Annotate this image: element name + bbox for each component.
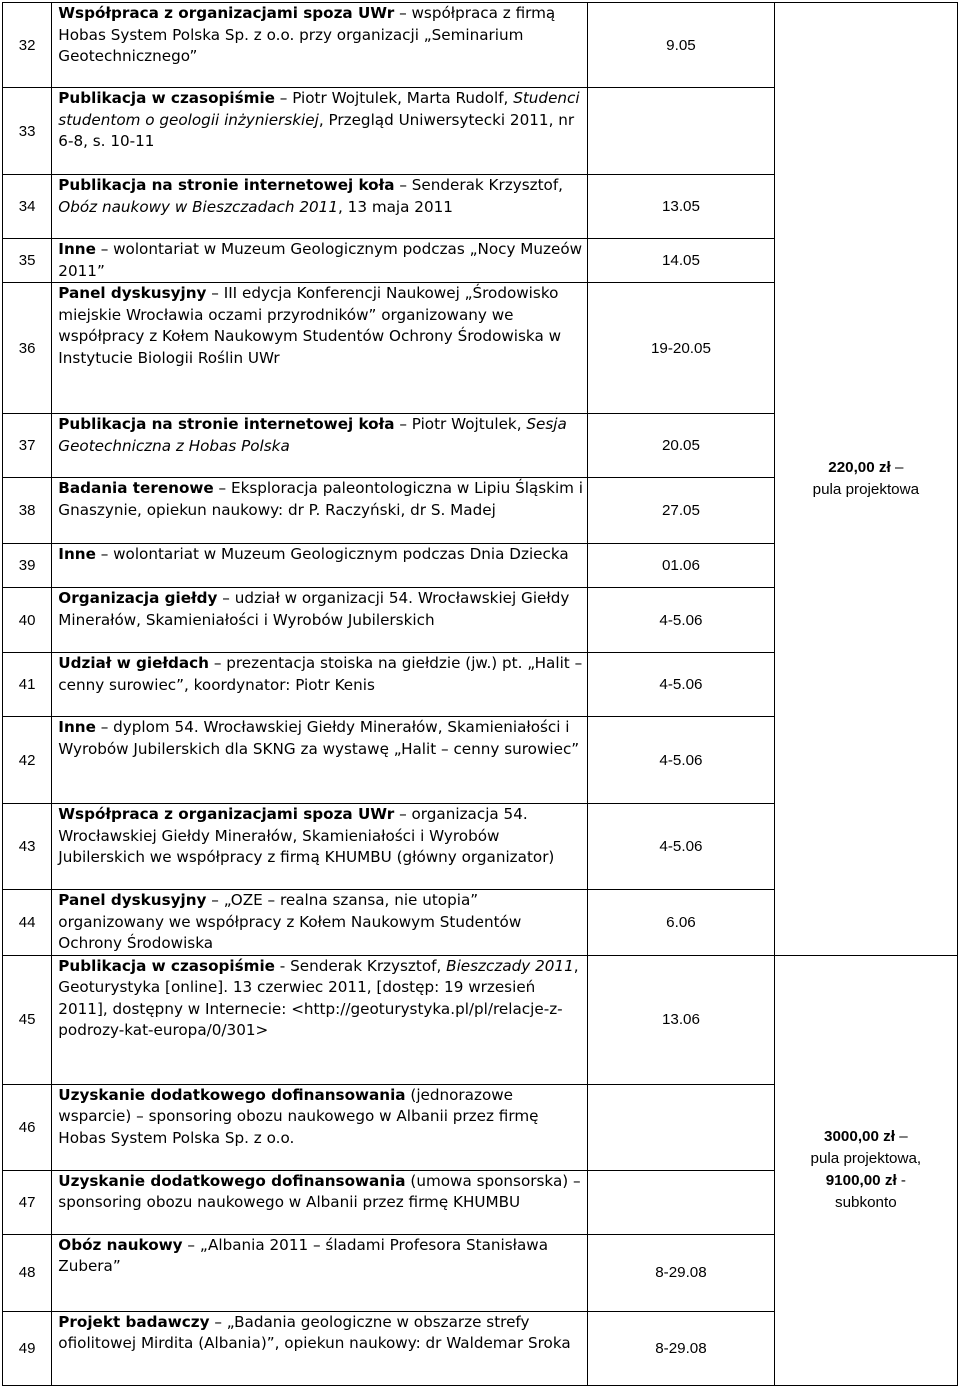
activity-detail: – udział w organizacji 54. Wrocławskiej Giełdy Minerałów, Skamieniałości i Wyrobów Jubilerskich bbox=[58, 589, 570, 629]
activity-description bbox=[52, 3, 588, 88]
activity-date bbox=[588, 1084, 774, 1170]
activity-detail: – „Albania 2011 – śladami Profesora Stanisława Zubera” bbox=[58, 1235, 549, 1275]
row-number: 39 bbox=[3, 544, 52, 588]
activity-description bbox=[52, 175, 588, 239]
funding-amount: 3000,00 zł bbox=[824, 1128, 895, 1145]
row-number: 36 bbox=[3, 283, 52, 414]
activity-type: Obóz naukowy bbox=[58, 1235, 183, 1254]
activity-date: 19-20.05 bbox=[588, 283, 774, 414]
row-number: 32 bbox=[3, 3, 52, 88]
activity-date: 27.05 bbox=[588, 478, 774, 544]
row-number: 49 bbox=[3, 1311, 52, 1385]
activity-date: 13.05 bbox=[588, 175, 774, 239]
activity-type: Panel dyskusyjny bbox=[58, 284, 207, 302]
activity-description bbox=[52, 283, 588, 414]
activity-detail: – współpraca z firmą Hobas System Polska Sp. z o.o. przy organizacji „Seminarium Geotechnicznego” bbox=[58, 4, 556, 65]
funding-label: - bbox=[896, 1172, 906, 1189]
activity-type: Uzyskanie dodatkowego dofinansowania bbox=[58, 1171, 406, 1190]
funding-label: pula projektowa bbox=[812, 480, 920, 498]
activity-description bbox=[52, 1084, 588, 1170]
row-number: 34 bbox=[3, 175, 52, 239]
activity-date: 9.05 bbox=[588, 3, 774, 88]
row-number: 43 bbox=[3, 804, 52, 890]
activity-title: Sesja Geotechniczna z Hobas Polska bbox=[58, 415, 567, 455]
activity-description bbox=[52, 890, 588, 956]
activity-description bbox=[52, 1311, 588, 1385]
activity-type: Projekt badawczy bbox=[58, 1312, 210, 1331]
activity-date: 4-5.06 bbox=[588, 717, 774, 804]
activity-detail: – „Badania geologiczne w obszarze strefy ofiolitowej Mirdita (Albania)”, opiekun naukowy: dr Waldemar Sroka bbox=[58, 1312, 571, 1352]
activity-detail: – organizacja 54. Wrocławskiej Giełdy Minerałów, Skamieniałości i Wyrobów Jubilerskich we współpracy z firmą KHUMBU (główny organizator) bbox=[58, 805, 555, 866]
funding-source bbox=[774, 955, 957, 1385]
row-number: 41 bbox=[3, 653, 52, 717]
activity-date bbox=[588, 1170, 774, 1234]
activity-title: Obóz naukowy w Bieszczadach 2011 bbox=[58, 197, 339, 216]
activity-detail: , Geoturystyka [online]. 13 czerwiec 2011, [dostęp: 19 wrzesień 2011], dostępny w Internecie: <http://geoturystyka.pl/pl/relacje-z-podrozy-kat-europa/0/301> bbox=[58, 956, 579, 1039]
activity-type: Uzyskanie dodatkowego dofinansowania bbox=[58, 1085, 406, 1104]
funding-line bbox=[775, 1148, 957, 1170]
funding-label: – bbox=[890, 458, 904, 476]
row-number: 45 bbox=[3, 955, 52, 1084]
activity-description bbox=[52, 1234, 588, 1311]
row-number: 40 bbox=[3, 588, 52, 653]
row-number: 44 bbox=[3, 890, 52, 956]
activity-detail: (jednorazowe wsparcie) – sponsoring obozu naukowego w Albanii przez firmę Hobas System Polska Sp. z o.o. bbox=[58, 1085, 539, 1147]
activity-type: Panel dyskusyjny bbox=[58, 891, 207, 909]
activity-date: 01.06 bbox=[588, 544, 774, 588]
activity-detail: – „OZE – realna szansa, nie utopia” organizowany we współpracy z Kołem Naukowym Studentów Ochrony Środowiska bbox=[58, 891, 522, 952]
row-number: 46 bbox=[3, 1084, 52, 1170]
activity-date: 8-29.08 bbox=[588, 1311, 774, 1385]
activity-type: Badania terenowe bbox=[58, 479, 214, 497]
activity-type: Inne bbox=[58, 240, 96, 258]
activity-detail: - Senderak Krzysztof, bbox=[274, 956, 447, 975]
activity-detail: , Przegląd Uniwersytecki 2011, nr 6-8, s. 10-11 bbox=[58, 110, 575, 150]
activity-type: Publikacja w czasopiśmie bbox=[58, 956, 275, 975]
row-number: 42 bbox=[3, 717, 52, 804]
activity-type: Organizacja giełdy bbox=[58, 589, 218, 607]
funding-label: subkonto bbox=[835, 1194, 897, 1211]
activity-detail: (umowa sponsorska) – sponsoring obozu naukowego w Albanii przez firmę KHUMBU bbox=[58, 1171, 581, 1211]
activity-date: 8-29.08 bbox=[588, 1234, 774, 1311]
activity-description bbox=[52, 653, 588, 717]
activity-description bbox=[52, 239, 588, 283]
activity-detail: – Piotr Wojtulek, bbox=[394, 415, 527, 433]
activity-title: Bieszczady 2011 bbox=[446, 956, 574, 975]
funding-line bbox=[775, 457, 957, 479]
activity-date: 4-5.06 bbox=[588, 653, 774, 717]
activity-date: 13.06 bbox=[588, 955, 774, 1084]
activity-description bbox=[52, 544, 588, 588]
funding-source bbox=[774, 3, 957, 956]
activity-description bbox=[52, 478, 588, 544]
activity-description bbox=[52, 717, 588, 804]
activity-detail: – Eksploracja paleontologiczna w Lipiu Śląskim i Gnaszynie, opiekun naukowy: dr P. Raczyński, dr S. Madej bbox=[58, 479, 584, 519]
row-number: 37 bbox=[3, 414, 52, 478]
funding-line bbox=[775, 1192, 957, 1214]
activity-type: Współpraca z organizacjami spoza UWr bbox=[58, 4, 395, 22]
funding-amount: 220,00 zł bbox=[828, 458, 891, 476]
funding-line bbox=[775, 1170, 957, 1192]
activity-date: 4-5.06 bbox=[588, 588, 774, 653]
activity-type: Współpraca z organizacjami spoza UWr bbox=[58, 805, 395, 823]
activity-description bbox=[52, 88, 588, 175]
activity-type: Inne bbox=[58, 718, 96, 736]
row-number: 47 bbox=[3, 1170, 52, 1234]
funding-amount: 9100,00 zł bbox=[825, 1172, 897, 1189]
activity-description bbox=[52, 414, 588, 478]
activity-detail: – III edycja Konferencji Naukowej „Środowisko miejskie Wrocławia oczami przyrodników” organizowany we współpracy z Kołem Naukowym Studentów Ochrony Środowiska w Instytucie Biologii Roślin UWr bbox=[58, 284, 561, 367]
activity-description bbox=[52, 588, 588, 653]
row-number: 48 bbox=[3, 1234, 52, 1311]
table-row bbox=[3, 955, 958, 1084]
activity-type: Inne bbox=[58, 545, 96, 563]
activity-date bbox=[588, 88, 774, 175]
funding-label: pula projektowa, bbox=[810, 1150, 922, 1167]
activity-date: 6.06 bbox=[588, 890, 774, 956]
activity-detail: – Senderak Krzysztof, bbox=[394, 176, 564, 194]
funding-label: – bbox=[894, 1128, 908, 1145]
activity-detail: , 13 maja 2011 bbox=[338, 197, 453, 216]
activity-date: 4-5.06 bbox=[588, 804, 774, 890]
funding-line bbox=[775, 1126, 957, 1148]
activity-type: Publikacja na stronie internetowej koła bbox=[58, 415, 395, 433]
activity-date: 14.05 bbox=[588, 239, 774, 283]
activity-type: Publikacja w czasopiśmie bbox=[58, 89, 275, 107]
activity-detail: – wolontariat w Muzeum Geologicznym podczas „Nocy Muzeów 2011” bbox=[58, 240, 583, 280]
table-row bbox=[3, 3, 958, 88]
activity-description bbox=[52, 955, 588, 1084]
activity-detail: – prezentacja stoiska na giełdzie (jw.) pt. „Halit – cenny surowiec”, koordynator: Piotr Kenis bbox=[58, 654, 583, 694]
activity-report-table bbox=[2, 2, 958, 1386]
activity-type: Udział w giełdach bbox=[58, 654, 209, 672]
activity-title: Studenci studentom o geologii inżynierskiej bbox=[58, 89, 580, 129]
funding-line bbox=[775, 479, 957, 501]
activity-description bbox=[52, 804, 588, 890]
activity-date: 20.05 bbox=[588, 414, 774, 478]
activity-description bbox=[52, 1170, 588, 1234]
activity-detail: – wolontariat w Muzeum Geologicznym podczas Dnia Dziecka bbox=[95, 545, 569, 563]
row-number: 38 bbox=[3, 478, 52, 544]
activity-detail: – Piotr Wojtulek, Marta Rudolf, bbox=[274, 89, 514, 107]
row-number: 33 bbox=[3, 88, 52, 175]
row-number: 35 bbox=[3, 239, 52, 283]
activity-type: Publikacja na stronie internetowej koła bbox=[58, 176, 395, 194]
activity-detail: – dyplom 54. Wrocławskiej Giełdy Minerałów, Skamieniałości i Wyrobów Jubilerskich dla SKNG za wystawę „Halit – cenny surowiec” bbox=[58, 718, 580, 758]
